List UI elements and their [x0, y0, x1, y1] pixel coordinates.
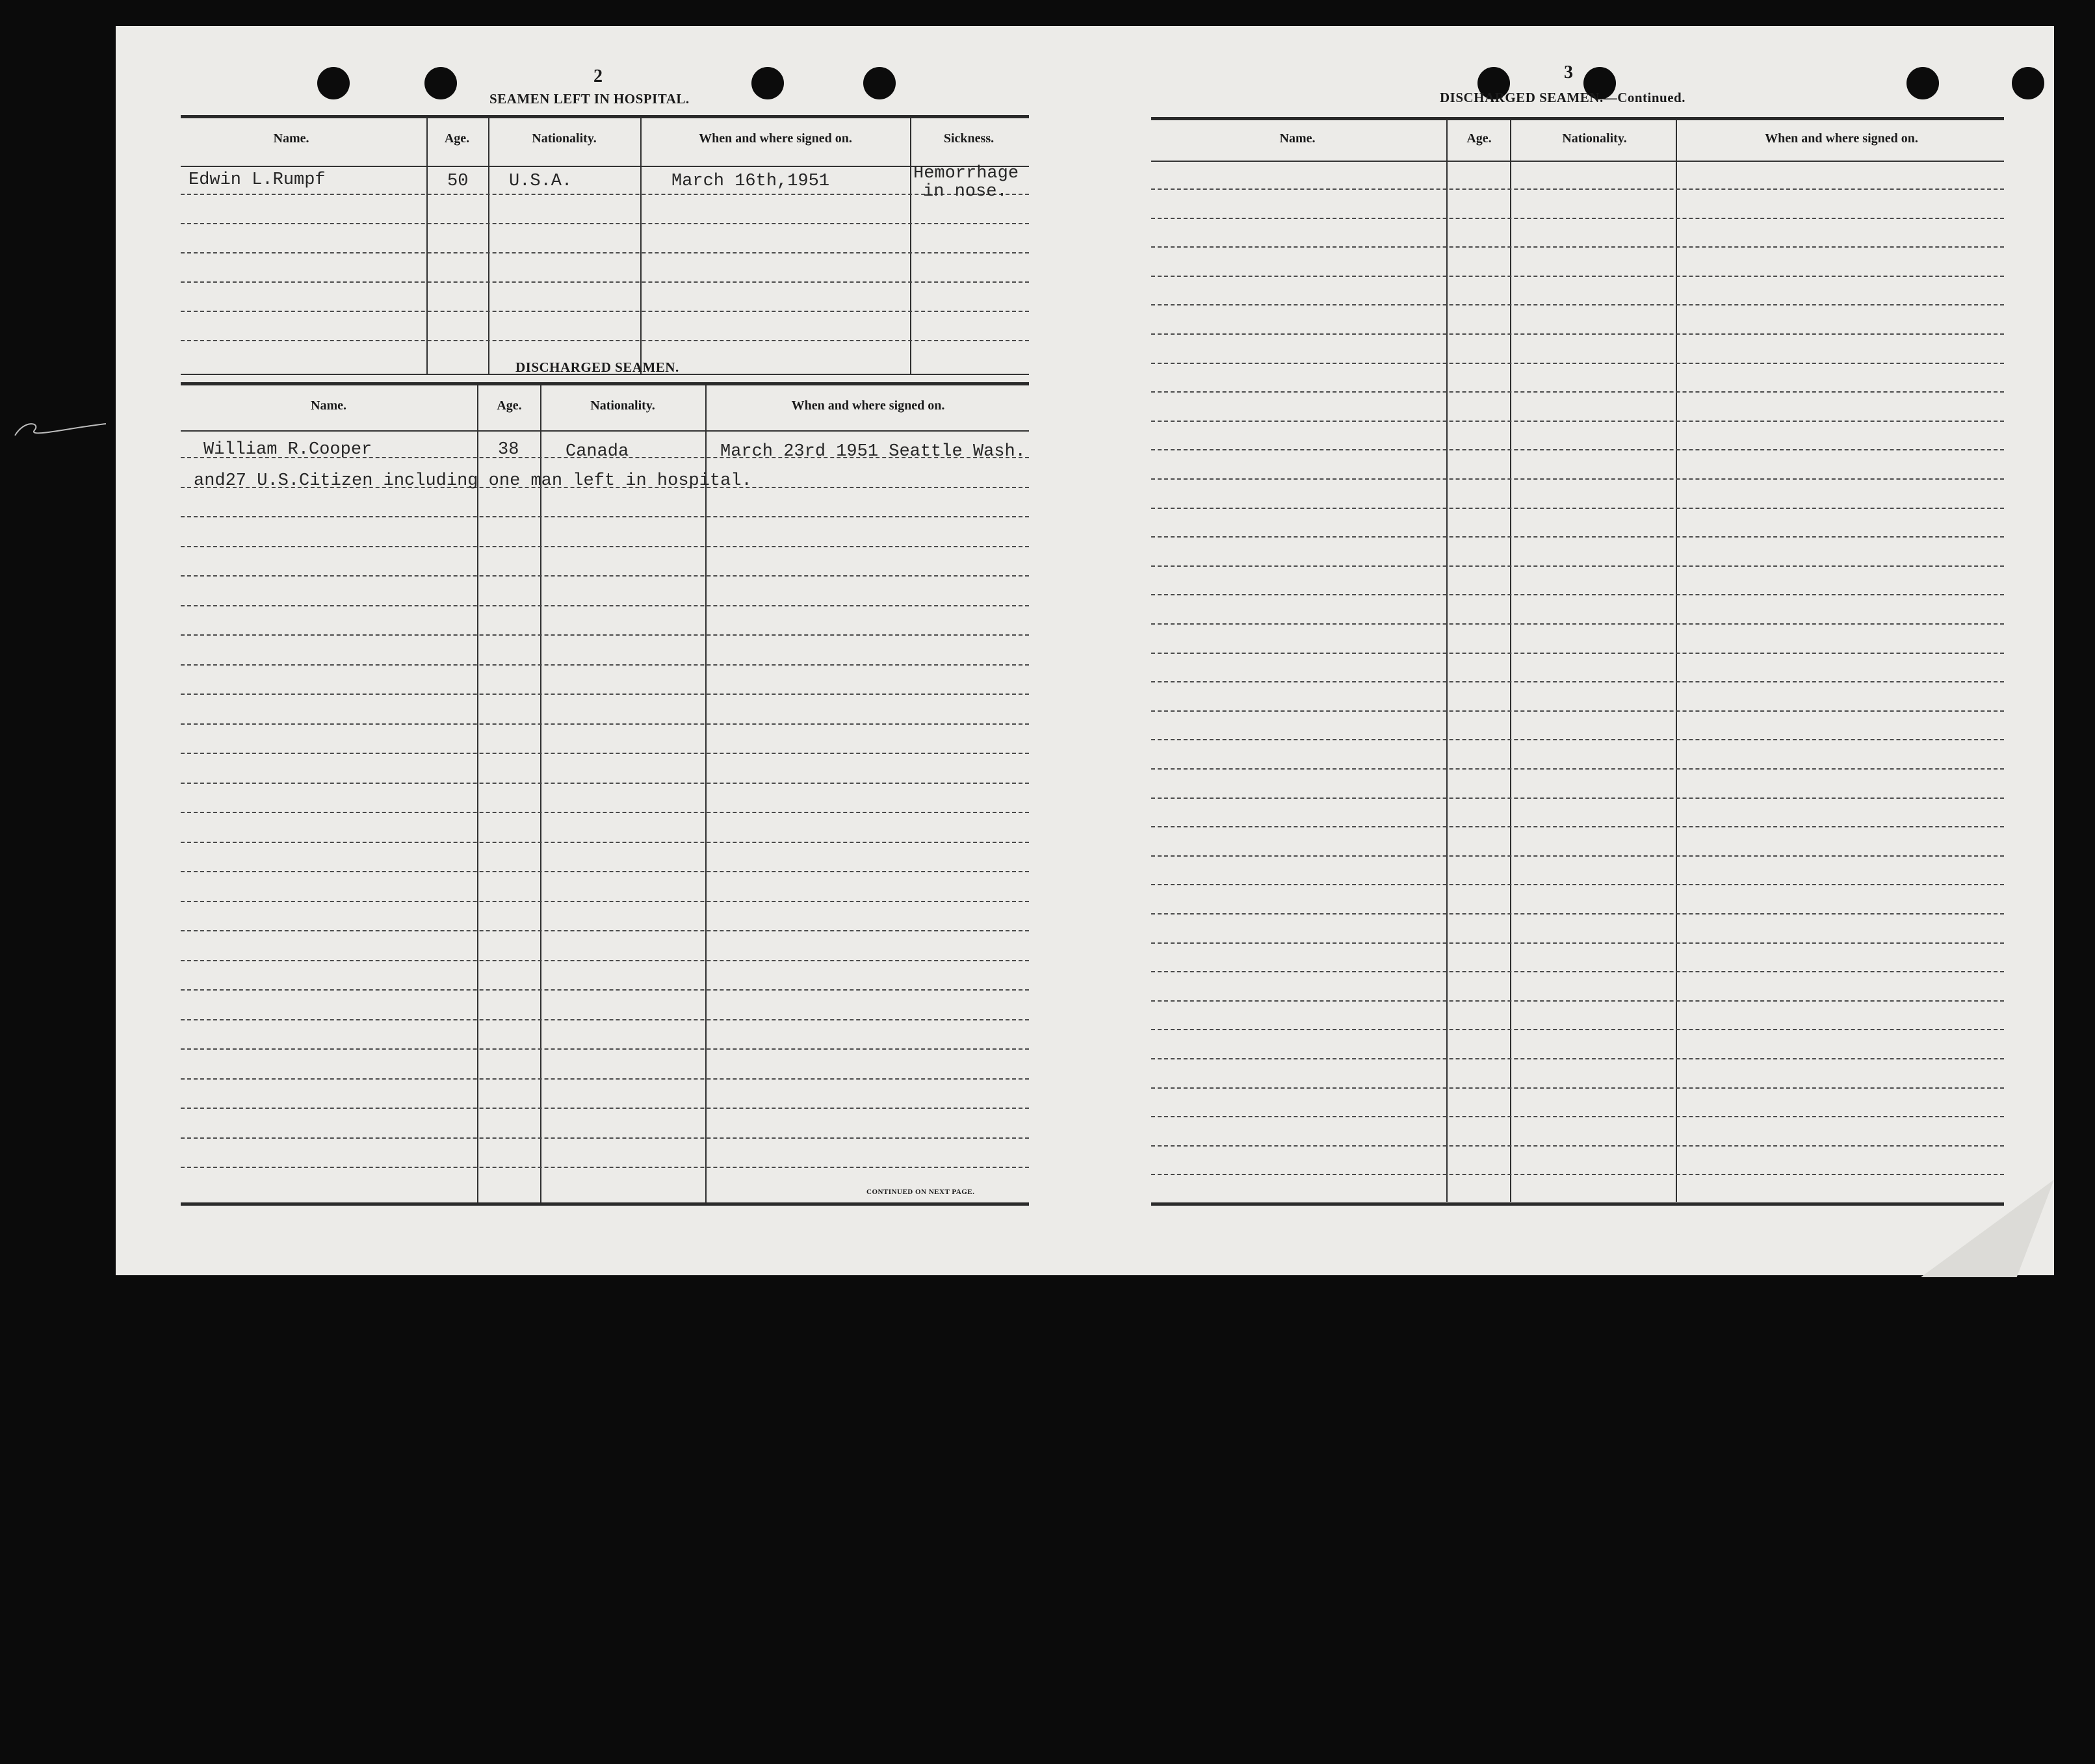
ruled-line	[181, 871, 1029, 872]
punch-hole	[1906, 67, 1939, 99]
discharged-row-signed-on: March 23rd 1951 Seattle Wash.	[720, 442, 1026, 461]
ruled-line	[181, 575, 1029, 577]
hospital-table-header-rule	[181, 166, 1029, 167]
ruled-line	[1151, 681, 2004, 682]
punch-hole	[424, 67, 457, 99]
ruled-line	[181, 1108, 1029, 1109]
punch-hole	[2012, 67, 2044, 99]
discharged-col-divider	[705, 385, 707, 1202]
hospital-row-signed-on: March 16th,1951	[671, 172, 830, 191]
punch-hole	[317, 67, 350, 99]
ruled-line	[181, 546, 1029, 547]
ruled-line	[181, 753, 1029, 754]
ruled-line	[1151, 218, 2004, 219]
hospital-row-name: Edwin L.Rumpf	[189, 170, 326, 190]
ruled-line	[1151, 363, 2004, 364]
ruled-line	[1151, 855, 2004, 857]
ruled-line	[1151, 942, 2004, 944]
left-page-number: 2	[593, 66, 603, 86]
ruled-line	[181, 516, 1029, 517]
ruled-line	[1151, 798, 2004, 799]
ruled-line	[1151, 913, 2004, 914]
hospital-section-title: SEAMEN LEFT IN HOSPITAL.	[489, 91, 690, 107]
right-header-signed-on: When and where signed on.	[1765, 131, 1918, 146]
hospital-col-divider	[640, 117, 642, 374]
ruled-line	[1151, 971, 2004, 972]
ruled-line	[1151, 1087, 2004, 1089]
ruled-line	[1151, 1174, 2004, 1175]
discharged-table-header-rule	[181, 430, 1029, 432]
ruled-line	[1151, 1116, 2004, 1117]
ruled-line	[181, 901, 1029, 902]
ruled-line	[181, 783, 1029, 784]
ruled-line	[1151, 768, 2004, 770]
hospital-header-signed-on: When and where signed on.	[699, 131, 852, 146]
ruled-line	[1151, 449, 2004, 450]
hospital-header-age: Age.	[444, 131, 470, 146]
right-col-divider	[1446, 120, 1448, 1202]
right-table-top-rule	[1151, 117, 2004, 120]
ruled-line	[181, 1137, 1029, 1139]
discharged-header-signed-on: When and where signed on.	[791, 398, 945, 413]
hospital-header-nationality: Nationality.	[532, 131, 597, 146]
document-page-spread	[116, 26, 2054, 1275]
ruled-line	[1151, 246, 2004, 248]
ruled-line	[1151, 1145, 2004, 1147]
ruled-line	[1151, 391, 2004, 393]
punch-hole	[863, 67, 896, 99]
right-page-number: 3	[1564, 62, 1573, 83]
ruled-line	[181, 1078, 1029, 1080]
punch-hole	[751, 67, 784, 99]
ruled-line	[181, 842, 1029, 843]
right-section-title: DISCHARGED SEAMEN.—Continued.	[1440, 90, 1685, 105]
ruled-line	[1151, 826, 2004, 827]
right-table-bottom-rule	[1151, 1202, 2004, 1206]
ruled-line	[1151, 508, 2004, 509]
ruled-line	[1151, 421, 2004, 422]
discharged-header-nationality: Nationality.	[590, 398, 655, 413]
hospital-row-nationality: U.S.A.	[509, 172, 573, 191]
discharged-table-top-rule	[181, 382, 1029, 385]
discharged-row-name: William R.Cooper	[203, 440, 372, 460]
ruled-line	[1151, 333, 2004, 335]
ruled-line	[1151, 884, 2004, 885]
discharged-col-divider	[540, 385, 541, 1202]
right-table-header-rule	[1151, 161, 2004, 162]
discharged-note: and27 U.S.Citizen including one man left in hospital.	[194, 471, 752, 491]
ruled-line	[1151, 536, 2004, 538]
ruled-line	[1151, 1000, 2004, 1002]
hospital-col-divider	[426, 117, 428, 374]
hospital-col-divider	[488, 117, 489, 374]
ruled-line	[181, 723, 1029, 725]
discharged-header-name: Name.	[311, 398, 346, 413]
discharged-header-age: Age.	[497, 398, 522, 413]
ruled-line	[1151, 478, 2004, 480]
ruled-line	[181, 989, 1029, 991]
continued-footer: CONTINUED ON NEXT PAGE.	[866, 1188, 975, 1196]
ruled-line	[181, 694, 1029, 695]
hospital-row-sickness-cont: in nose.	[923, 182, 1008, 201]
ruled-line	[181, 1167, 1029, 1168]
right-col-divider	[1676, 120, 1677, 1202]
hospital-header-name: Name.	[273, 131, 309, 146]
ruled-line	[1151, 304, 2004, 305]
hospital-table-top-rule	[181, 115, 1029, 118]
right-header-name: Name.	[1279, 131, 1316, 146]
right-header-nationality: Nationality.	[1562, 131, 1627, 146]
right-col-divider	[1510, 120, 1511, 1202]
ruled-line	[1151, 623, 2004, 625]
ruled-line	[181, 1048, 1029, 1050]
ruled-line	[1151, 1058, 2004, 1059]
right-header-age: Age.	[1466, 131, 1492, 146]
ruled-line	[1151, 276, 2004, 277]
ruled-line	[181, 664, 1029, 666]
ruled-line	[181, 1019, 1029, 1020]
hospital-row-sickness: Hemorrhage	[913, 164, 1019, 183]
discharged-row-nationality: Canada	[566, 442, 629, 461]
pencil-mark	[12, 416, 109, 442]
ruled-line	[181, 812, 1029, 813]
ruled-line	[181, 930, 1029, 931]
discharged-col-divider	[477, 385, 478, 1202]
ruled-line	[181, 960, 1029, 961]
ruled-line	[1151, 594, 2004, 595]
ruled-line	[1151, 653, 2004, 654]
ruled-line	[1151, 565, 2004, 567]
ruled-line	[1151, 188, 2004, 190]
ruled-line	[1151, 710, 2004, 712]
discharged-section-title: DISCHARGED SEAMEN.	[515, 359, 679, 375]
ruled-line	[181, 605, 1029, 606]
ruled-line	[1151, 1029, 2004, 1030]
hospital-header-sickness: Sickness.	[943, 131, 995, 146]
hospital-col-divider	[910, 117, 911, 374]
discharged-table-bottom-rule	[181, 1202, 1029, 1206]
ruled-line	[1151, 739, 2004, 740]
discharged-row-age: 38	[498, 440, 519, 460]
ruled-line	[181, 634, 1029, 636]
hospital-row-age: 50	[447, 172, 469, 191]
